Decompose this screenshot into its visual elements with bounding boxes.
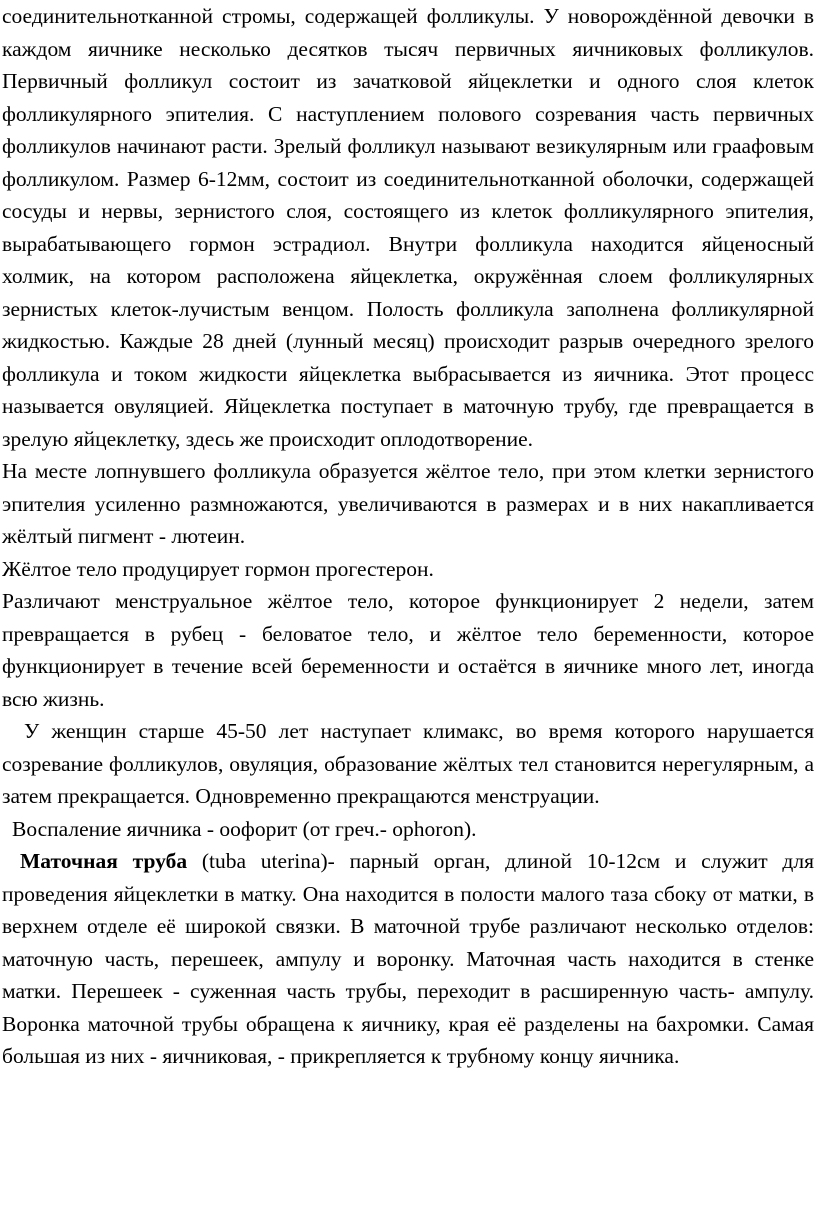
uterine-tube-text: (tuba uterina)- парный орган, длиной 10-12см и служит для проведения яйцеклетки в матку. Она находится в полости малого таза сбоку от матки, в верхнем отделе её широкой связки. В маточной трубе различают несколько отделов: маточную часть, перешеек, ампулу и воронку. Маточная часть находится в стенке матки. Перешеек - суженная часть трубы, переходит в расширенную часть- ампулу. Воронка маточной трубы обращена к яичнику, края её разделены на бахромки. Самая большая из них - яичниковая, - прикрепляется к трубному концу яичника. bbox=[2, 849, 814, 1068]
paragraph-yellow-body-formation: На месте лопнувшего фолликула образуется жёлтое тело, при этом клетки зернистого эпителия усиленно размножаются, увеличиваются в размерах и в них накапливается жёлтый пигмент - лютеин. bbox=[2, 459, 814, 548]
paragraph-progesterone: Жёлтое тело продуцирует гормон прогестерон. bbox=[2, 556, 434, 581]
paragraph-follicles: соединительнотканной стромы, содержащей фолликулы. У новорождённой девочки в каждом яичнике несколько десятков тысяч первичных яичниковых фолликулов. Первичный фолликул состоит из зачатковой яйцеклетки и одного слоя клеток фолликулярного эпителия. С наступлением полового созревания часть первичных фолликулов начинают расти. Зрелый фолликул называют везикулярным или граафовым фолликулом. Размер 6-12мм, состоит из соединительнотканной оболочки, содержащей сосуды и нервы, зернистого слоя, состоящего из клеток фолликулярного эпителия, вырабатывающего гормон эстрадиол. Внутри фолликула находится яйценосный холмик, на котором расположена яйцеклетка, окружённая слоем фолликулярных зернистых клеток-лучистым венцом. Полость фолликула заполнена фолликулярной жидкостью. Каждые 28 дней (лунный месяц) происходит разрыв очередного зрелого фолликула и током жидкости яйцеклетка выбрасывается из яичника. Этот процесс называется овуляцией. Яйцеклетка поступает в маточную трубу, где превращается в зрелую яйцеклетку, здесь же происходит оплодотворение. bbox=[2, 4, 814, 451]
paragraph-yellow-body-types: Различают менструальное жёлтое тело, которое функционирует 2 недели, затем превращается в рубец - беловатое тело, и жёлтое тело беременности, которое функционирует в течение всей беременности и остаётся в яичнике много лет, иногда всю жизнь. bbox=[2, 589, 814, 711]
uterine-tube-heading: Маточная труба bbox=[20, 849, 188, 873]
paragraph-uterine-tube bbox=[2, 845, 814, 1073]
paragraph-climax: У женщин старше 45-50 лет наступает климакс, во время которого нарушается созревание фолликулов, овуляция, образование жёлтых тел становится нерегулярным, а затем прекращается. Одновременно прекращаются менструации. bbox=[2, 719, 814, 808]
paragraph-oophoritis: Воспаление яичника - оофорит (от греч.- ophoron). bbox=[12, 816, 477, 841]
document-body bbox=[2, 0, 814, 1073]
